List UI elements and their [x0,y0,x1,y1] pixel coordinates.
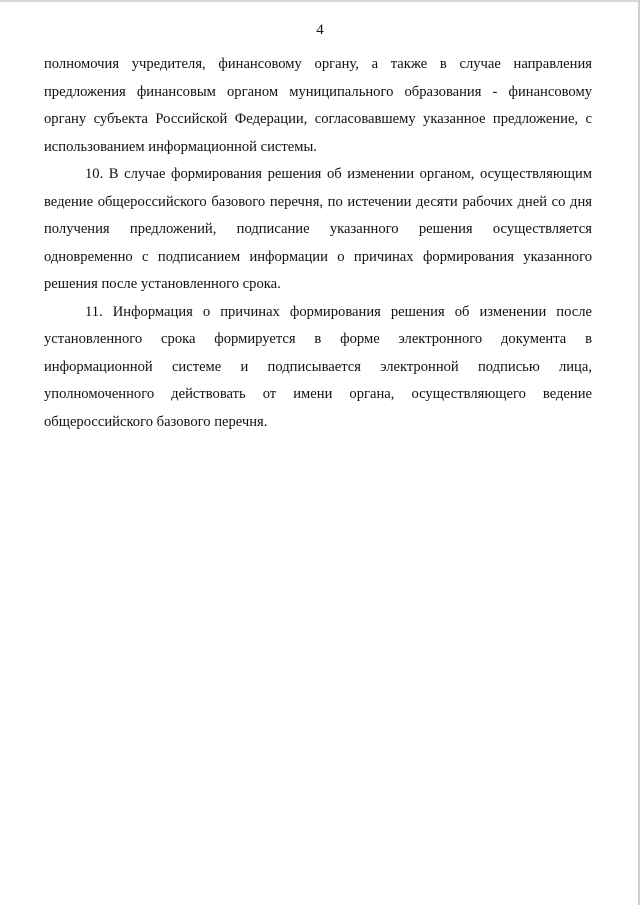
paragraph-continuation: полномочия учредителя, финансовому органу, а также в случае направления предложения финансовым органом муниципального образования - финансовому органу субъекта Российской Федерации, согласовавшему указанное предложение, с использованием информационной системы. [44,56,592,155]
document-body [44,51,592,436]
page-number: 4 [316,22,324,38]
page-top-edge [0,0,640,2]
paragraph-item-11: 11. Информация о причинах формирования решения об изменении после установленного срока формируется в форме электронного документа в информационной системе и подписывается электронной подписью лица, уполномоченного действовать от имени органа, осуществляющего ведение общероссийского базового перечня. [44,303,592,430]
paragraph-item-10: 10. В случае формирования решения об изменении органом, осуществляющим ведение общероссийского базового перечня, по истечении десяти рабочих дней со дня получения предложений, подписание указанного решения осуществляется одновременно с подписанием информации о причинах формирования указанного решения после установленного срока. [44,166,592,292]
